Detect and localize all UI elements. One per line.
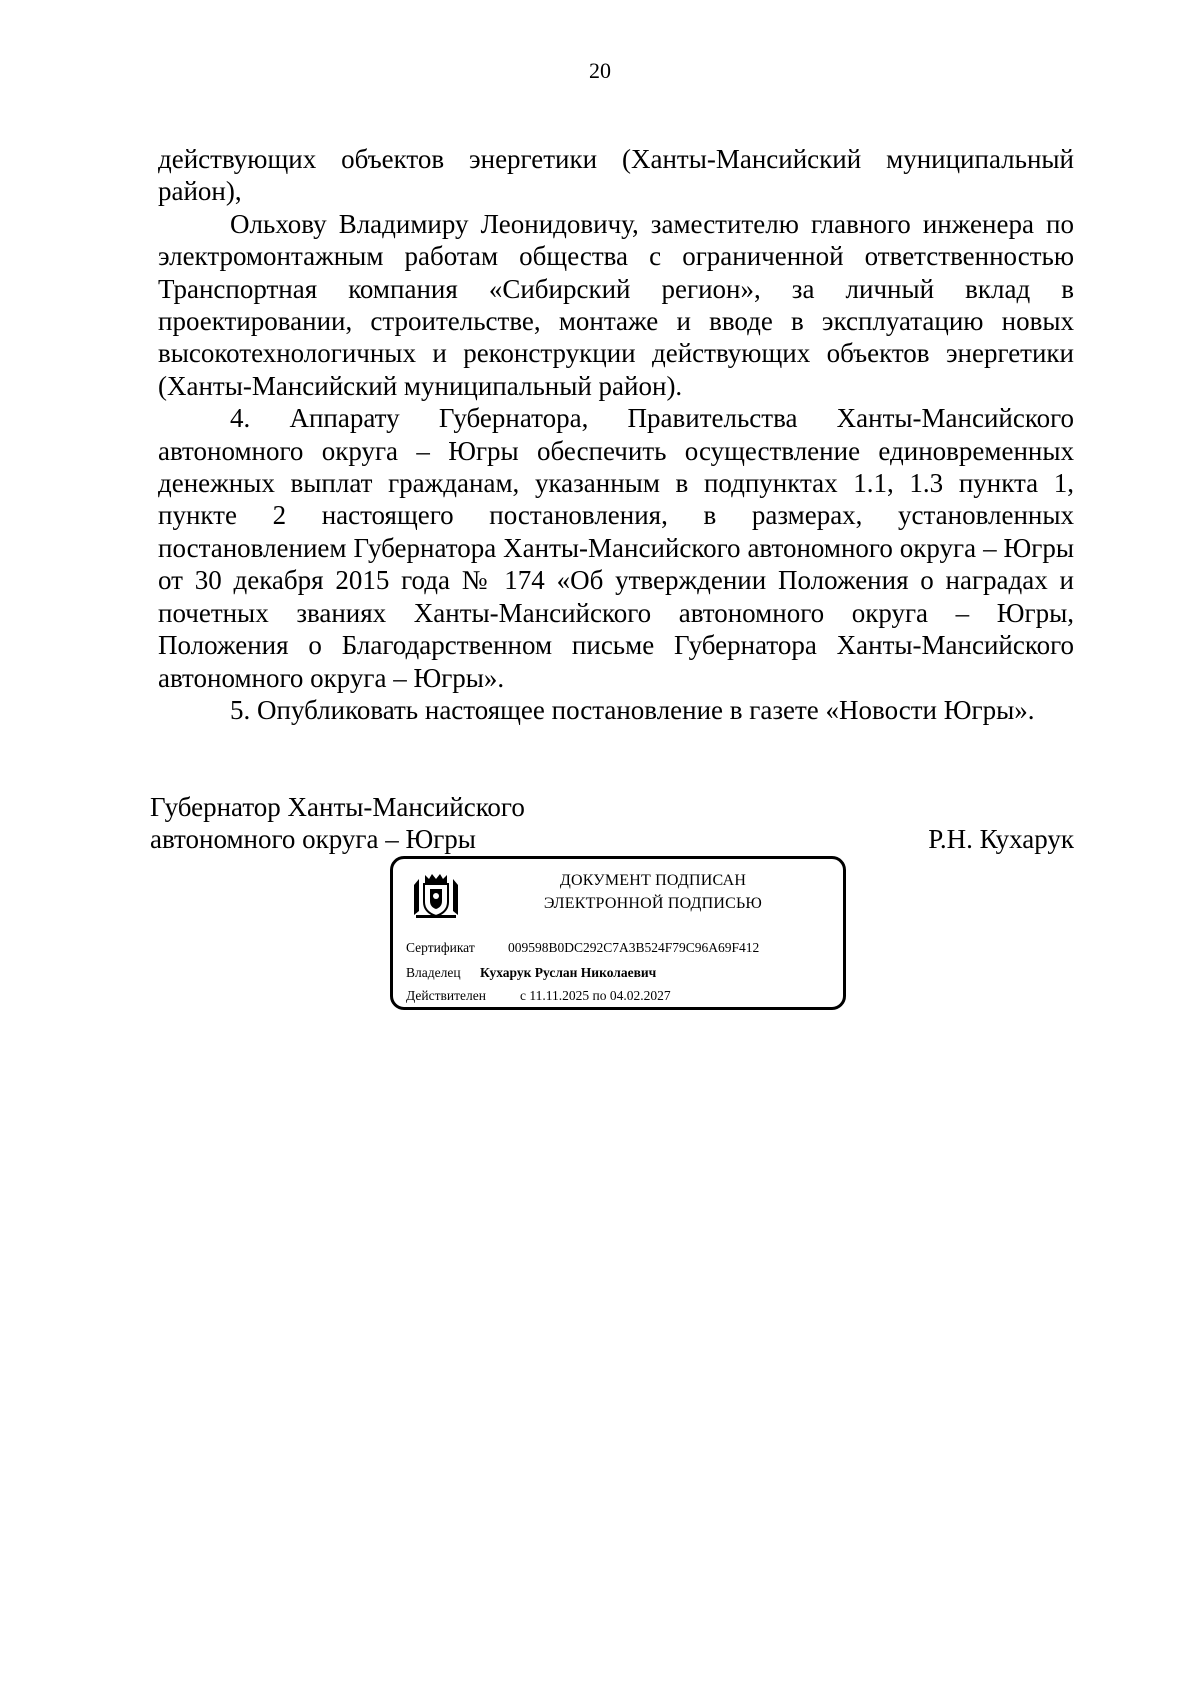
document-body [158, 143, 1074, 726]
certificate-value: 009598B0DC292C7A3B524F79C96A69F412 [508, 940, 760, 955]
coat-of-arms-icon [411, 871, 461, 919]
stamp-validity-row [406, 987, 671, 1005]
stamp-title [473, 869, 833, 915]
stamp-title-line1: ДОКУМЕНТ ПОДПИСАН [559, 872, 747, 889]
page-number: 20 [589, 58, 611, 83]
validity-value: с 11.11.2025 по 04.02.2027 [520, 988, 671, 1003]
signatory-position-line2: автономного округа – Югры [150, 824, 476, 854]
stamp-title-line2: ЭЛЕКТРОННОЙ ПОДПИСЬЮ [543, 895, 763, 912]
signatory-position-line1: Губернатор Ханты-Мансийского [150, 792, 525, 822]
paragraph-item-4: 4. Аппарату Губернатора, Правительства Ханты-Мансийского автономного округа – Югры обеспечить осуществление единовременных денежных выплат гражданам, указанным в подпунктах 1.1, 1.3 пункта 1, пункте 2 настоящего постановления, в размерах, установленных постановлением Губернатора Ханты-Мансийского автономного округа – Югры от 30 декабря 2015 года № 174 «Об утверждении Положения о наградах и почетных званиях Ханты-Мансийского автономного округа – Югры, Положения о Благодарственном письме Губернатора Ханты-Мансийского автономного округа – Югры». [158, 403, 1074, 693]
stamp-owner-row [406, 964, 656, 982]
signatory-name: Р.Н. Кухарук [928, 824, 1074, 854]
electronic-signature-stamp [390, 856, 846, 1010]
signatory-position [150, 791, 525, 855]
owner-value: Кухарук Руслан Николаевич [480, 965, 657, 980]
stamp-certificate-row [406, 939, 759, 957]
owner-label: Владелец [406, 965, 461, 980]
certificate-label: Сертификат [406, 940, 475, 955]
paragraph-continuation: действующих объектов энергетики (Ханты-Мансийский муниципальный район), [158, 144, 1074, 207]
paragraph-item-5: 5. Опубликовать настоящее постановление в газете «Новости Югры». [230, 694, 1035, 725]
validity-label: Действителен [406, 988, 486, 1003]
paragraph-olkhov: Ольхову Владимиру Леонидовичу, заместителю главного инженера по электромонтажным работам общества с ограниченной ответственностью Транспортная компания «Сибирский регион», за личный вклад в проектировании, строительстве, монтаже и вводе в эксплуатацию новых высокотехнологичных и реконструкции действующих объектов энергетики (Ханты-Мансийский муниципальный район). [158, 208, 1074, 401]
